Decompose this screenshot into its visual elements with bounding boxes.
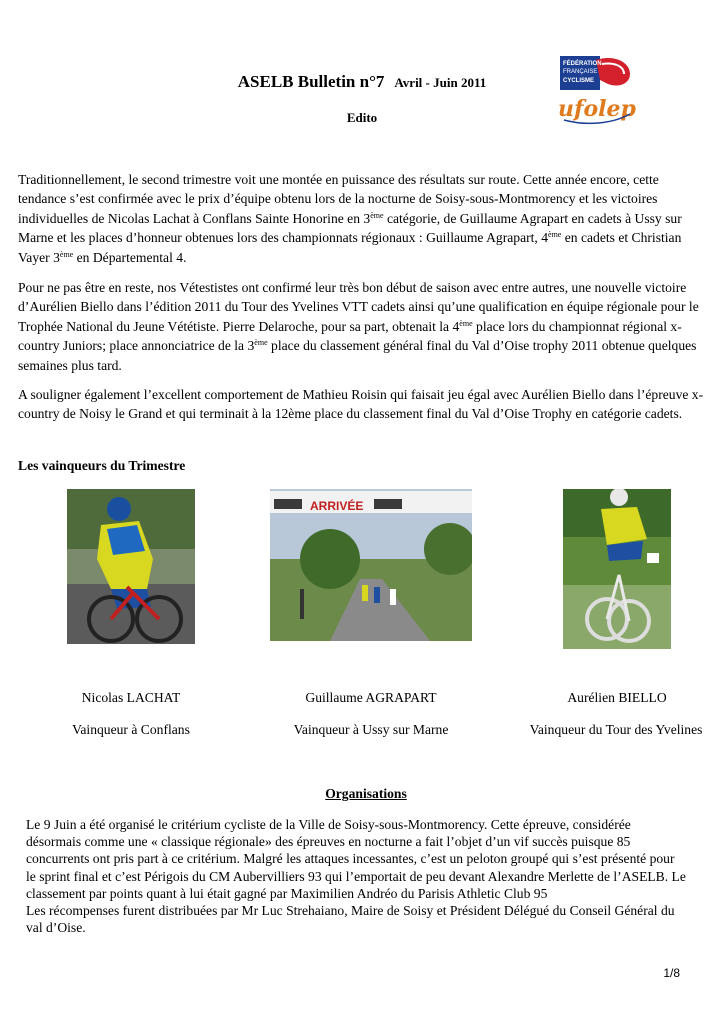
photo-nicolas-lachat bbox=[67, 489, 195, 644]
logo-ufolep: ufolep bbox=[558, 96, 636, 122]
page-number: 1/8 bbox=[663, 966, 680, 980]
winner-name-2: Guillaume AGRAPART bbox=[305, 690, 437, 705]
edito-heading: Edito bbox=[346, 110, 378, 125]
logo-line2: FRANÇAISE bbox=[563, 69, 598, 75]
logo-line3: CYCLISME bbox=[563, 78, 595, 84]
edito-paragraph-2: Pour ne pas être en reste, nos Vétestistes ont confirmé leur très bon début de saison avec entre autres, une nouvelle victoire d’Aurélien Biello dans l’édition 2011 du Tour des Yvelines VTT cadets ainsi qu’une qualification en équipe régionale pour le Trophée National du Jeune Vététiste. Pierre Delaroche, pour sa part, obtenait la 4ème place lors du championnat régional x-country Juniors; place annonciatrice de la 3ème place du classement général final du Val d’Oise trophy 2011 obtenue quelques semaines plus tard. bbox=[18, 280, 699, 373]
winner-name-1: Nicolas LACHAT bbox=[81, 690, 181, 705]
finish-banner: ARRIVÉE bbox=[310, 499, 364, 513]
photo-guillaume-agrapart bbox=[270, 489, 472, 641]
winner-caption-3: Vainqueur du Tour des Yvelines bbox=[529, 722, 703, 737]
winner-caption-1: Vainqueur à Conflans bbox=[72, 722, 190, 737]
federation-logo bbox=[556, 54, 638, 128]
winners-heading: Les vainqueurs du Trimestre bbox=[18, 458, 186, 473]
edito-paragraph-3: A souligner également l’excellent comportement de Mathieu Roisin qui faisait jeu égal avec Aurélien Biello dans l’épreuve x-country de Noisy le Grand et qui terminait à la 12ème place du classement final du Val d’Oise Trophy en catégorie cadets. bbox=[18, 387, 704, 422]
organisations-heading: Organisations bbox=[325, 786, 407, 801]
title-period: Avril - Juin 2011 bbox=[394, 75, 487, 90]
organisations-text: Le 9 Juin a été organisé le critérium cycliste de la Ville de Soisy-sous-Montmorency. Cette épreuve, considérée désormais comme une « classique régionale» des épreuves en nocturne a fait l’objet d’un vif succès puisque 85 concurrents ont pris part à ce critérium. Malgré les attaques incessantes, c’est un peloton groupé qui s’est présenté pour le sprint final et c’est Périgois du CM Aubervilliers 93 qui l’emportait de peu devant Alexandre Merlette de l’ASELB. Le classement par points quant à lui était gagné par Maximilien Andréo du Parisis Athletic Club 95 Les récompenses furent distribuées par Mr Luc Strehaiano, Maire de Soisy et Président Délégué du Conseil Général du val d’Oise. bbox=[26, 817, 686, 936]
edito-paragraph-1: Traditionnellement, le second trimestre voit une montée en puissance des résultats sur route. Cette année encore, cette tendance s’est confirmée avec le prix d’équipe obtenu lors de la nocturne de Soisy-sous-Montmorency et les victoires individuelles de Nicolas Lachat à Conflans Sainte Honorine en 3ème catégorie, de Guillaume Agrapart en cadets à Ussy sur Marne et les places d’honneur obtenues lors des championnats régionaux : Guillaume Agrapart, 4ème en cadets et Christian Vayer 3ème en Départemental 4. bbox=[18, 172, 682, 265]
winner-name-3: Aurélien BIELLO bbox=[567, 690, 667, 705]
winner-caption-2: Vainqueur à Ussy sur Marne bbox=[293, 722, 449, 737]
photo-aurelien-biello bbox=[563, 489, 671, 649]
logo-line1: FÉDÉRATION bbox=[563, 61, 602, 67]
title-main: ASELB Bulletin n°7 bbox=[237, 72, 385, 91]
